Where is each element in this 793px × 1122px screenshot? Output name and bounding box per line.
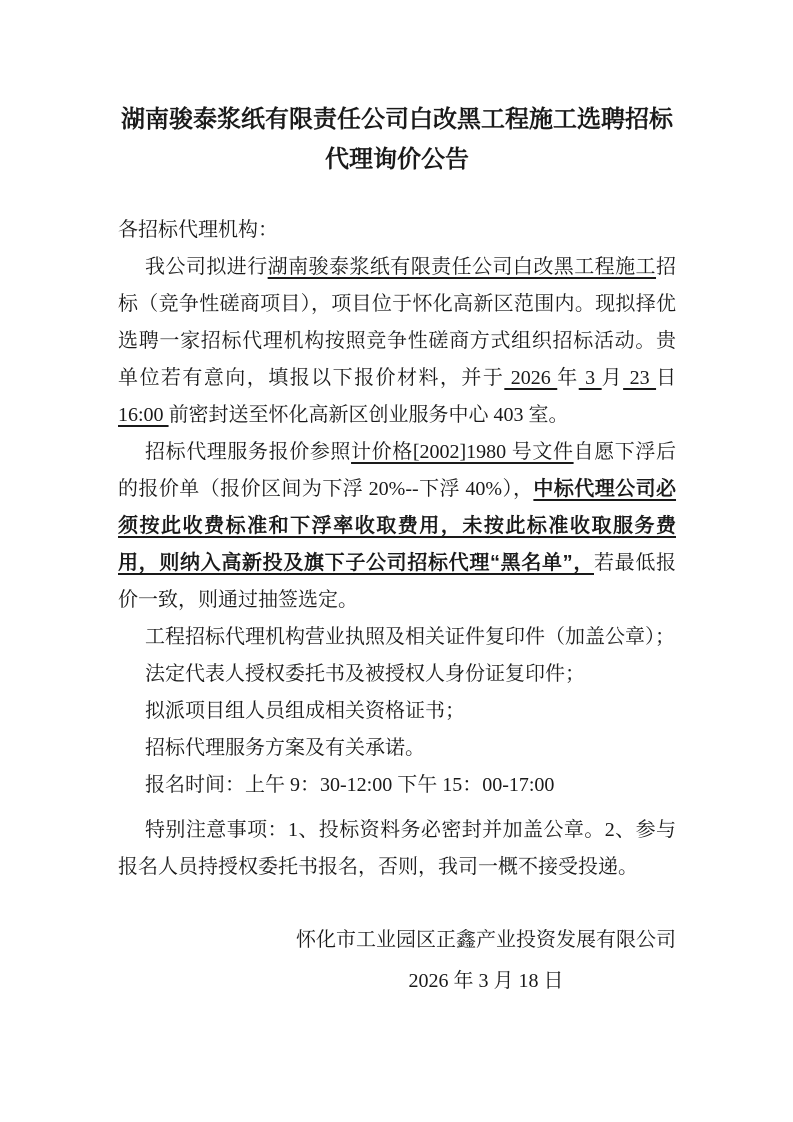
note-paragraph: 特别注意事项：1、投标资料务必密封并加盖公章。2、参与报名人员持授权委托书报名，否则，我司一概不接受投递。	[118, 819, 676, 878]
requirement-item-3: 拟派项目组人员组成相关资格证书；	[145, 700, 465, 722]
deadline-day-blank: 23	[623, 367, 657, 389]
requirement-item-2: 法定代表人授权委托书及被授权人身份证复印件；	[145, 663, 585, 685]
pricing-emphasis-text: 中标代理公司必须按此收费标准和下浮率收取费用，未按此标准收取服务费用，则纳入高新投及旗下子公司招标代理“黑名单”，	[118, 478, 677, 574]
month-label: 月	[601, 367, 624, 389]
signature-date: 2026 年 3 月 18 日	[408, 970, 564, 992]
signature-company: 怀化市工业园区正鑫产业投资发展有限公司	[296, 929, 676, 951]
intro-lead-text: 我公司拟进行	[145, 256, 268, 278]
pricing-lead-text: 招标代理服务报价参照	[145, 441, 352, 463]
registration-time-line: 报名时间：上午 9：30-12:00 下午 15：00-17:00	[145, 774, 555, 796]
pricing-tail-text: 若最低报价一致，则通过抽签选定。	[118, 552, 677, 611]
day-label: 日	[656, 367, 677, 389]
project-name-underlined: 湖南骏泰浆纸有限责任公司白改黑工程施工	[267, 256, 657, 278]
deadline-month-blank: 3	[578, 367, 602, 389]
pricing-doc-reference: 计价格[2002]1980 号文件	[351, 441, 574, 463]
document-title	[118, 100, 676, 180]
paragraph-intro	[118, 249, 676, 434]
intro-tail-text: 前密封送至怀化高新区创业服务中心 403 室。	[168, 404, 569, 426]
document-title-line-1: 湖南骏泰浆纸有限责任公司白改黑工程施工选聘招标	[121, 107, 673, 133]
pricing-mid-text: 自愿下浮后的报价单（报价区间为下浮 20%--下浮 40%），	[118, 441, 677, 500]
requirement-item-4: 招标代理服务方案及有关承诺。	[145, 737, 425, 759]
signature-inner	[296, 922, 676, 1003]
document-title-line-2: 代理询价公告	[325, 147, 469, 173]
signature-block	[118, 922, 676, 1003]
salutation: 各招标代理机构：	[118, 219, 278, 241]
intro-mid-text: 招标（竞争性磋商项目），项目位于怀化高新区范围内。现拟择优选聘一家招标代理机构按照竞争性磋商方式组织招标活动。贵单位若有意向，填报以下报价材料，并于	[118, 256, 677, 389]
deadline-time-blank: 16:00	[118, 404, 169, 426]
deadline-year-blank: 2026	[504, 367, 558, 389]
year-label: 年	[557, 367, 579, 389]
requirement-item-1: 工程招标代理机构营业执照及相关证件复印件（加盖公章）；	[145, 626, 675, 648]
paragraph-pricing	[118, 434, 676, 619]
